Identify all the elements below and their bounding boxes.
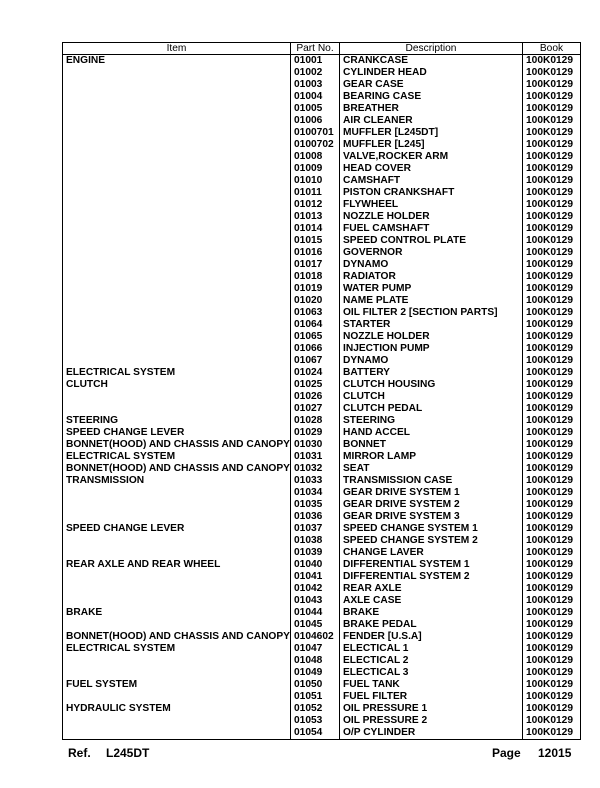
cell-item (63, 715, 291, 727)
cell-part-no: 0100702 (291, 139, 340, 151)
cell-item (63, 115, 291, 127)
cell-item: BONNET(HOOD) AND CHASSIS AND CANOPY (63, 439, 291, 451)
table-row (63, 583, 581, 595)
cell-part-no: 01037 (291, 523, 340, 535)
cell-description: MIRROR LAMP (340, 451, 523, 463)
cell-part-no: 01030 (291, 439, 340, 451)
table-row (63, 223, 581, 235)
cell-description: GEAR CASE (340, 79, 523, 91)
cell-book: 100K0129 (523, 595, 581, 607)
cell-book: 100K0129 (523, 451, 581, 463)
cell-book: 100K0129 (523, 523, 581, 535)
cell-item: CLUTCH (63, 379, 291, 391)
cell-description: CAMSHAFT (340, 175, 523, 187)
cell-description: OIL FILTER 2 [SECTION PARTS] (340, 307, 523, 319)
table-row (63, 463, 581, 475)
cell-item (63, 175, 291, 187)
table-row (63, 235, 581, 247)
cell-item: BRAKE (63, 607, 291, 619)
cell-book: 100K0129 (523, 331, 581, 343)
cell-description: BRAKE (340, 607, 523, 619)
table-row (63, 547, 581, 559)
table-row (63, 439, 581, 451)
cell-item (63, 67, 291, 79)
table-row (63, 403, 581, 415)
cell-item: BONNET(HOOD) AND CHASSIS AND CANOPY (63, 631, 291, 643)
table-row (63, 607, 581, 619)
cell-item (63, 487, 291, 499)
table-row (63, 283, 581, 295)
cell-part-no: 01012 (291, 199, 340, 211)
cell-item (63, 127, 291, 139)
cell-book: 100K0129 (523, 643, 581, 655)
cell-book: 100K0129 (523, 175, 581, 187)
table-row (63, 655, 581, 667)
cell-description: GEAR DRIVE SYSTEM 3 (340, 511, 523, 523)
cell-description: GEAR DRIVE SYSTEM 2 (340, 499, 523, 511)
cell-description: STEERING (340, 415, 523, 427)
cell-description: PISTON CRANKSHAFT (340, 187, 523, 199)
cell-part-no: 01015 (291, 235, 340, 247)
cell-item (63, 619, 291, 631)
cell-description: TRANSMISSION CASE (340, 475, 523, 487)
cell-description: WATER PUMP (340, 283, 523, 295)
model-number: L245DT (106, 746, 150, 760)
cell-book: 100K0129 (523, 439, 581, 451)
cell-item (63, 691, 291, 703)
cell-book: 100K0129 (523, 547, 581, 559)
cell-book: 100K0129 (523, 619, 581, 631)
cell-description: MUFFLER [L245] (340, 139, 523, 151)
cell-item (63, 307, 291, 319)
cell-part-no: 01010 (291, 175, 340, 187)
cell-book: 100K0129 (523, 151, 581, 163)
table-row (63, 475, 581, 487)
cell-part-no: 01049 (291, 667, 340, 679)
cell-item (63, 391, 291, 403)
cell-item: SPEED CHANGE LEVER (63, 523, 291, 535)
parts-list-sheet (62, 42, 580, 740)
cell-item (63, 247, 291, 259)
cell-book: 100K0129 (523, 343, 581, 355)
cell-book: 100K0129 (523, 211, 581, 223)
cell-description: OIL PRESSURE 1 (340, 703, 523, 715)
cell-description: FENDER [U.S.A] (340, 631, 523, 643)
cell-book: 100K0129 (523, 679, 581, 691)
table-row (63, 79, 581, 91)
cell-part-no: 01016 (291, 247, 340, 259)
cell-book: 100K0129 (523, 391, 581, 403)
table-row (63, 151, 581, 163)
cell-description: CRANKCASE (340, 55, 523, 68)
cell-description: CHANGE LAVER (340, 547, 523, 559)
cell-part-no: 01011 (291, 187, 340, 199)
cell-description: SEAT (340, 463, 523, 475)
cell-part-no: 01033 (291, 475, 340, 487)
cell-book: 100K0129 (523, 715, 581, 727)
cell-book: 100K0129 (523, 415, 581, 427)
cell-part-no: 01017 (291, 259, 340, 271)
cell-book: 100K0129 (523, 223, 581, 235)
header-part-no: Part No. (291, 43, 340, 55)
cell-item: ELECTRICAL SYSTEM (63, 643, 291, 655)
cell-part-no: 01054 (291, 727, 340, 740)
cell-description: GOVERNOR (340, 247, 523, 259)
cell-book: 100K0129 (523, 247, 581, 259)
header-book: Book (523, 43, 581, 55)
cell-book: 100K0129 (523, 79, 581, 91)
cell-book: 100K0129 (523, 319, 581, 331)
table-row (63, 679, 581, 691)
cell-item: ELECTRICAL SYSTEM (63, 367, 291, 379)
cell-part-no: 01005 (291, 103, 340, 115)
cell-book: 100K0129 (523, 655, 581, 667)
cell-description: AXLE CASE (340, 595, 523, 607)
cell-book: 100K0129 (523, 271, 581, 283)
table-row (63, 307, 581, 319)
cell-item (63, 235, 291, 247)
cell-description: OIL PRESSURE 2 (340, 715, 523, 727)
cell-item (63, 139, 291, 151)
cell-part-no: 01053 (291, 715, 340, 727)
table-row (63, 331, 581, 343)
table-row (63, 619, 581, 631)
table-row (63, 175, 581, 187)
cell-description: GEAR DRIVE SYSTEM 1 (340, 487, 523, 499)
table-row (63, 247, 581, 259)
table-row (63, 499, 581, 511)
cell-book: 100K0129 (523, 91, 581, 103)
cell-book: 100K0129 (523, 463, 581, 475)
cell-item (63, 295, 291, 307)
cell-description: AIR CLEANER (340, 115, 523, 127)
cell-item (63, 331, 291, 343)
table-row (63, 367, 581, 379)
cell-item (63, 499, 291, 511)
page-footer (62, 746, 580, 764)
cell-description: STARTER (340, 319, 523, 331)
cell-description: SPEED CONTROL PLATE (340, 235, 523, 247)
table-row (63, 415, 581, 427)
cell-description: HEAD COVER (340, 163, 523, 175)
cell-part-no: 01018 (291, 271, 340, 283)
table-row (63, 343, 581, 355)
cell-description: BATTERY (340, 367, 523, 379)
cell-item (63, 727, 291, 740)
table-row (63, 535, 581, 547)
cell-book: 100K0129 (523, 691, 581, 703)
cell-item (63, 79, 291, 91)
cell-book: 100K0129 (523, 499, 581, 511)
cell-item (63, 211, 291, 223)
cell-part-no: 01042 (291, 583, 340, 595)
table-row (63, 355, 581, 367)
cell-book: 100K0129 (523, 55, 581, 68)
cell-description: SPEED CHANGE SYSTEM 2 (340, 535, 523, 547)
cell-description: FLYWHEEL (340, 199, 523, 211)
cell-part-no: 0100701 (291, 127, 340, 139)
table-row (63, 259, 581, 271)
table-row (63, 727, 581, 740)
cell-part-no: 01004 (291, 91, 340, 103)
cell-book: 100K0129 (523, 727, 581, 740)
page-label: Page (492, 746, 521, 760)
cell-item (63, 595, 291, 607)
table-row (63, 103, 581, 115)
table-row (63, 187, 581, 199)
cell-description: DYNAMO (340, 355, 523, 367)
cell-description: CLUTCH HOUSING (340, 379, 523, 391)
cell-description: BREATHER (340, 103, 523, 115)
cell-book: 100K0129 (523, 475, 581, 487)
cell-description: INJECTION PUMP (340, 343, 523, 355)
table-row (63, 595, 581, 607)
cell-description: FUEL TANK (340, 679, 523, 691)
cell-item (63, 163, 291, 175)
cell-item (63, 535, 291, 547)
table-row (63, 139, 581, 151)
cell-item (63, 223, 291, 235)
cell-part-no: 01024 (291, 367, 340, 379)
cell-part-no: 01065 (291, 331, 340, 343)
parts-table (62, 42, 581, 740)
cell-part-no: 01044 (291, 607, 340, 619)
cell-item (63, 583, 291, 595)
cell-book: 100K0129 (523, 367, 581, 379)
table-row (63, 523, 581, 535)
table-row (63, 703, 581, 715)
cell-book: 100K0129 (523, 607, 581, 619)
cell-description: NOZZLE HOLDER (340, 331, 523, 343)
cell-description: CLUTCH (340, 391, 523, 403)
table-row (63, 271, 581, 283)
cell-part-no: 01040 (291, 559, 340, 571)
cell-part-no: 0104602 (291, 631, 340, 643)
cell-book: 100K0129 (523, 115, 581, 127)
cell-description: HAND ACCEL (340, 427, 523, 439)
cell-book: 100K0129 (523, 235, 581, 247)
cell-book: 100K0129 (523, 403, 581, 415)
cell-part-no: 01050 (291, 679, 340, 691)
table-row (63, 715, 581, 727)
cell-item (63, 187, 291, 199)
cell-book: 100K0129 (523, 511, 581, 523)
cell-part-no: 01009 (291, 163, 340, 175)
cell-book: 100K0129 (523, 487, 581, 499)
table-header-row (63, 43, 581, 55)
cell-part-no: 01032 (291, 463, 340, 475)
cell-part-no: 01034 (291, 487, 340, 499)
header-description: Description (340, 43, 523, 55)
cell-item (63, 511, 291, 523)
cell-part-no: 01019 (291, 283, 340, 295)
cell-part-no: 01025 (291, 379, 340, 391)
cell-part-no: 01001 (291, 55, 340, 68)
cell-description: NOZZLE HOLDER (340, 211, 523, 223)
cell-description: RADIATOR (340, 271, 523, 283)
cell-description: FUEL FILTER (340, 691, 523, 703)
cell-part-no: 01031 (291, 451, 340, 463)
cell-book: 100K0129 (523, 307, 581, 319)
cell-part-no: 01020 (291, 295, 340, 307)
cell-item (63, 571, 291, 583)
cell-part-no: 01036 (291, 511, 340, 523)
cell-item (63, 547, 291, 559)
table-row (63, 571, 581, 583)
cell-book: 100K0129 (523, 703, 581, 715)
cell-part-no: 01063 (291, 307, 340, 319)
table-row (63, 295, 581, 307)
table-row (63, 451, 581, 463)
table-row (63, 511, 581, 523)
cell-part-no: 01047 (291, 643, 340, 655)
cell-item (63, 259, 291, 271)
cell-item: ENGINE (63, 55, 291, 68)
ref-label: Ref. (68, 746, 91, 760)
cell-part-no: 01035 (291, 499, 340, 511)
cell-description: MUFFLER [L245DT] (340, 127, 523, 139)
table-row (63, 211, 581, 223)
table-row (63, 643, 581, 655)
table-body (63, 55, 581, 740)
cell-description: BRAKE PEDAL (340, 619, 523, 631)
cell-book: 100K0129 (523, 103, 581, 115)
cell-item: REAR AXLE AND REAR WHEEL (63, 559, 291, 571)
cell-part-no: 01008 (291, 151, 340, 163)
table-row (63, 427, 581, 439)
cell-book: 100K0129 (523, 163, 581, 175)
cell-book: 100K0129 (523, 139, 581, 151)
cell-part-no: 01039 (291, 547, 340, 559)
cell-part-no: 01027 (291, 403, 340, 415)
cell-book: 100K0129 (523, 667, 581, 679)
cell-item: STEERING (63, 415, 291, 427)
cell-item (63, 655, 291, 667)
cell-book: 100K0129 (523, 379, 581, 391)
cell-item (63, 343, 291, 355)
cell-description: FUEL CAMSHAFT (340, 223, 523, 235)
cell-book: 100K0129 (523, 583, 581, 595)
cell-part-no: 01051 (291, 691, 340, 703)
cell-item (63, 283, 291, 295)
table-row (63, 91, 581, 103)
table-row (63, 67, 581, 79)
cell-book: 100K0129 (523, 427, 581, 439)
cell-item (63, 667, 291, 679)
cell-book: 100K0129 (523, 355, 581, 367)
cell-book: 100K0129 (523, 127, 581, 139)
table-row (63, 55, 581, 68)
cell-item (63, 355, 291, 367)
cell-item (63, 199, 291, 211)
cell-description: SPEED CHANGE SYSTEM 1 (340, 523, 523, 535)
table-row (63, 667, 581, 679)
table-row (63, 115, 581, 127)
table-row (63, 391, 581, 403)
cell-description: ELECTICAL 1 (340, 643, 523, 655)
cell-description: BEARING CASE (340, 91, 523, 103)
cell-description: VALVE,ROCKER ARM (340, 151, 523, 163)
cell-description: O/P CYLINDER (340, 727, 523, 740)
cell-book: 100K0129 (523, 295, 581, 307)
cell-item (63, 319, 291, 331)
cell-book: 100K0129 (523, 199, 581, 211)
cell-description: CLUTCH PEDAL (340, 403, 523, 415)
page-number: 12015 (538, 746, 572, 760)
table-row (63, 631, 581, 643)
cell-part-no: 01067 (291, 355, 340, 367)
cell-description: DYNAMO (340, 259, 523, 271)
cell-description: BONNET (340, 439, 523, 451)
cell-description: DIFFERENTIAL SYSTEM 2 (340, 571, 523, 583)
cell-item: ELECTRICAL SYSTEM (63, 451, 291, 463)
cell-item (63, 271, 291, 283)
cell-part-no: 01014 (291, 223, 340, 235)
cell-description: CYLINDER HEAD (340, 67, 523, 79)
cell-book: 100K0129 (523, 571, 581, 583)
table-row (63, 487, 581, 499)
cell-part-no: 01048 (291, 655, 340, 667)
cell-description: DIFFERENTIAL SYSTEM 1 (340, 559, 523, 571)
cell-book: 100K0129 (523, 631, 581, 643)
cell-part-no: 01052 (291, 703, 340, 715)
cell-part-no: 01064 (291, 319, 340, 331)
table-row (63, 127, 581, 139)
cell-part-no: 01003 (291, 79, 340, 91)
cell-book: 100K0129 (523, 559, 581, 571)
cell-part-no: 01013 (291, 211, 340, 223)
cell-description: ELECTICAL 3 (340, 667, 523, 679)
cell-book: 100K0129 (523, 259, 581, 271)
cell-part-no: 01029 (291, 427, 340, 439)
cell-book: 100K0129 (523, 187, 581, 199)
cell-part-no: 01041 (291, 571, 340, 583)
cell-part-no: 01028 (291, 415, 340, 427)
cell-description: NAME PLATE (340, 295, 523, 307)
cell-part-no: 01045 (291, 619, 340, 631)
cell-book: 100K0129 (523, 67, 581, 79)
cell-item: HYDRAULIC SYSTEM (63, 703, 291, 715)
cell-item (63, 91, 291, 103)
header-item: Item (63, 43, 291, 55)
cell-book: 100K0129 (523, 535, 581, 547)
cell-item (63, 151, 291, 163)
table-row (63, 319, 581, 331)
cell-part-no: 01026 (291, 391, 340, 403)
cell-item: FUEL SYSTEM (63, 679, 291, 691)
table-row (63, 559, 581, 571)
cell-part-no: 01006 (291, 115, 340, 127)
cell-description: REAR AXLE (340, 583, 523, 595)
cell-item (63, 403, 291, 415)
table-row (63, 163, 581, 175)
cell-item: TRANSMISSION (63, 475, 291, 487)
cell-part-no: 01002 (291, 67, 340, 79)
table-row (63, 691, 581, 703)
cell-part-no: 01066 (291, 343, 340, 355)
cell-item (63, 103, 291, 115)
cell-part-no: 01043 (291, 595, 340, 607)
cell-part-no: 01038 (291, 535, 340, 547)
cell-description: ELECTICAL 2 (340, 655, 523, 667)
cell-item: SPEED CHANGE LEVER (63, 427, 291, 439)
cell-book: 100K0129 (523, 283, 581, 295)
cell-item: BONNET(HOOD) AND CHASSIS AND CANOPY (63, 463, 291, 475)
table-row (63, 199, 581, 211)
table-row (63, 379, 581, 391)
